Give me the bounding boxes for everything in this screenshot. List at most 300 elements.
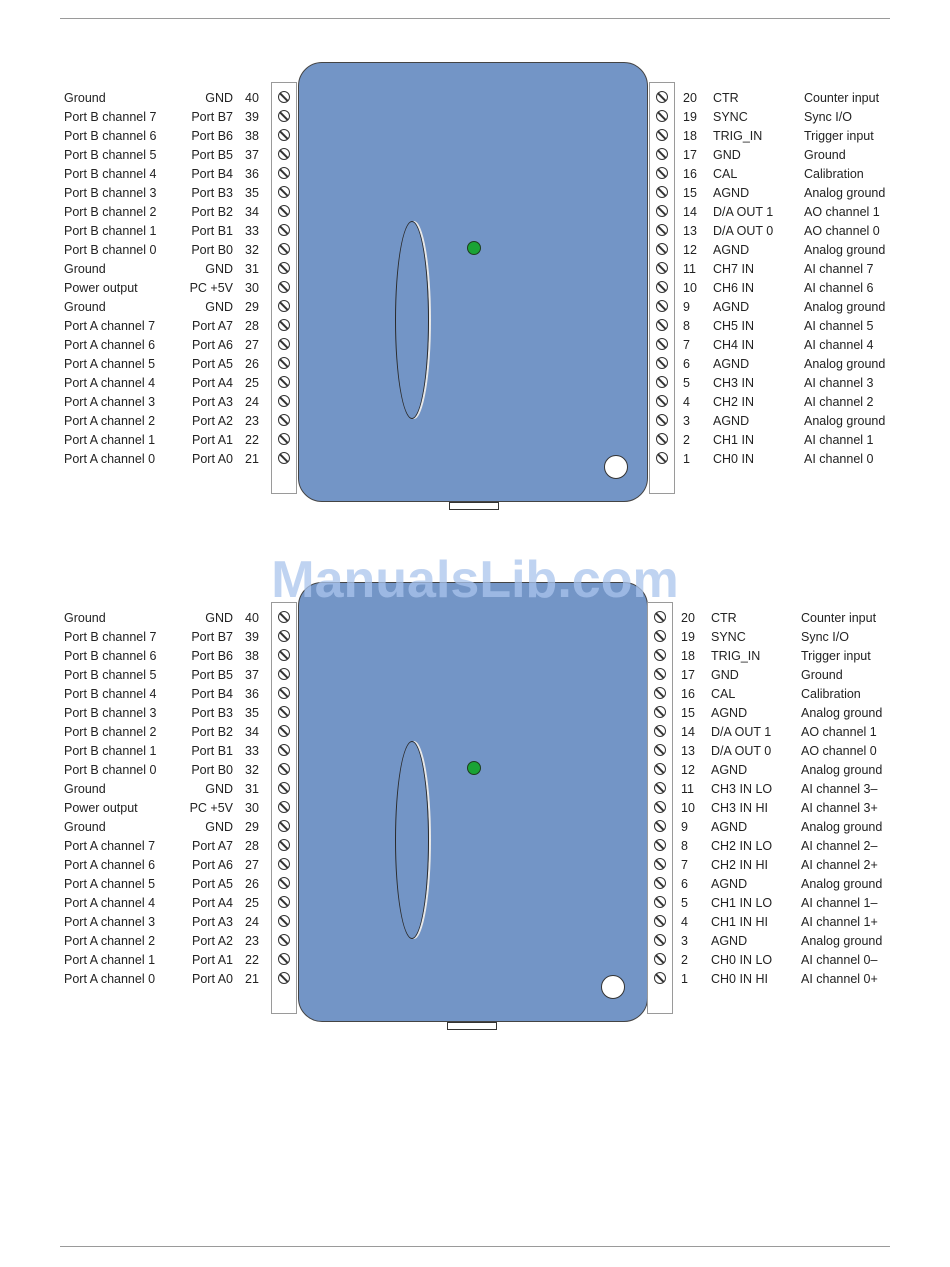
pin-number: 31 (245, 262, 259, 276)
pin-description: AI channel 3 (804, 376, 874, 390)
pin-number: 32 (245, 763, 259, 777)
terminal-screw-icon (278, 148, 290, 160)
terminal-screw-icon (278, 186, 290, 198)
pin-description: AO channel 1 (804, 205, 880, 219)
terminal-screw-icon (278, 858, 290, 870)
pin-number: 37 (245, 668, 259, 682)
terminal-screw-icon (654, 820, 666, 832)
pin-name: TRIG_IN (711, 649, 761, 663)
pin-number: 11 (683, 262, 696, 276)
pin-description: Port A channel 0 (64, 972, 156, 986)
right-pin-descriptions (801, 609, 882, 989)
terminal-screw-icon (654, 953, 666, 965)
pin-number: 13 (681, 744, 695, 758)
pin-name: Port A2 (192, 934, 233, 948)
pin-number: 26 (245, 877, 259, 891)
mounting-hole (604, 455, 628, 479)
pin-description: Port A channel 3 (64, 395, 156, 409)
pin-description: Port B channel 3 (64, 706, 157, 720)
pin-description: Port A channel 6 (64, 338, 156, 352)
pin-name: AGND (711, 877, 748, 891)
pin-number: 26 (245, 357, 259, 371)
pin-name: GND (205, 91, 233, 105)
pin-name: CH5 IN (713, 319, 754, 333)
pin-description: Analog ground (804, 243, 886, 257)
pin-name: Port B0 (191, 763, 233, 777)
pin-description: Power output (64, 801, 138, 815)
terminal-screw-icon (654, 896, 666, 908)
terminal-screw-icon (654, 915, 666, 927)
pin-description: Port A channel 4 (64, 896, 156, 910)
terminal-screw-icon (278, 744, 290, 756)
terminal-screw-icon (278, 801, 290, 813)
pin-name: Port A6 (192, 338, 233, 352)
pin-number: 39 (245, 630, 259, 644)
pin-number: 38 (245, 129, 259, 143)
left-pin-numbers (245, 609, 259, 989)
right-pin-names (711, 609, 772, 989)
status-led (467, 241, 481, 255)
pin-number: 28 (245, 319, 259, 333)
pin-name: CH4 IN (713, 338, 754, 352)
right-terminal-strip (649, 82, 675, 494)
pin-name: Port B3 (191, 706, 233, 720)
status-led (467, 761, 481, 775)
terminal-screw-icon (278, 763, 290, 775)
terminal-screw-icon (278, 395, 290, 407)
pin-name: AGND (713, 414, 750, 428)
pin-description: AO channel 0 (801, 744, 877, 758)
terminal-screw-icon (656, 357, 668, 369)
pin-description: Port A channel 6 (64, 858, 156, 872)
pin-name: AGND (711, 706, 748, 720)
pin-description: AI channel 2+ (801, 858, 878, 872)
pin-description: Port B channel 1 (64, 744, 157, 758)
left-pin-names (170, 609, 233, 989)
pin-number: 12 (681, 763, 695, 777)
pin-description: Port A channel 7 (64, 319, 156, 333)
pin-number: 32 (245, 243, 259, 257)
pin-number: 9 (681, 820, 688, 834)
pin-number: 36 (245, 167, 259, 181)
pin-description: Analog ground (804, 300, 886, 314)
pin-name: Port B4 (191, 167, 233, 181)
terminal-screw-icon (654, 668, 666, 680)
pin-description: Calibration (801, 687, 861, 701)
pin-name: CH0 IN LO (711, 953, 773, 967)
terminal-screw-icon (278, 611, 290, 623)
terminal-screw-icon (278, 649, 290, 661)
terminal-screw-icon (656, 395, 668, 407)
pin-description: Ground (64, 820, 106, 834)
pin-number: 3 (681, 934, 688, 948)
pin-number: 33 (245, 224, 259, 238)
pin-description: Port B channel 2 (64, 725, 157, 739)
pin-name: CH0 IN HI (711, 972, 768, 986)
pin-number: 3 (683, 414, 690, 428)
pin-name: AGND (713, 357, 750, 371)
pin-name: CH7 IN (713, 262, 754, 276)
pin-name: PC +5V (189, 281, 233, 295)
pin-description: Port B channel 1 (64, 224, 157, 238)
pin-number: 40 (245, 611, 259, 625)
pin-description: Port B channel 6 (64, 129, 157, 143)
pin-number: 2 (681, 953, 688, 967)
left-terminal-strip (271, 82, 297, 494)
pin-name: Port A5 (192, 357, 233, 371)
usb-connector-tab (447, 1022, 497, 1030)
pin-number: 35 (245, 186, 259, 200)
terminal-screw-icon (278, 319, 290, 331)
pin-description: AI channel 0+ (801, 972, 878, 986)
pin-number: 6 (681, 877, 688, 891)
pin-description: Analog ground (801, 763, 883, 777)
pin-description: AI channel 1 (804, 433, 874, 447)
pin-description: Port A channel 5 (64, 357, 156, 371)
terminal-screw-icon (654, 630, 666, 642)
pin-number: 36 (245, 687, 259, 701)
pin-name: Port A5 (192, 877, 233, 891)
terminal-screw-icon (654, 763, 666, 775)
pin-description: Port B channel 2 (64, 205, 157, 219)
pin-number: 28 (245, 839, 259, 853)
pin-description: Port B channel 7 (64, 110, 157, 124)
pin-name: Port A7 (192, 839, 233, 853)
pin-description: AI channel 0 (804, 452, 874, 466)
pin-number: 8 (681, 839, 688, 853)
pin-number: 31 (245, 782, 259, 796)
left-pin-descriptions (64, 89, 156, 469)
pin-description: Ground (801, 668, 843, 682)
pin-description: Counter input (804, 91, 880, 105)
pin-name: TRIG_IN (713, 129, 763, 143)
pin-name: Port B2 (191, 205, 233, 219)
pin-name: AGND (711, 934, 748, 948)
pin-name: Port B5 (191, 148, 233, 162)
terminal-screw-icon (656, 167, 668, 179)
pin-description: Port B channel 6 (64, 649, 157, 663)
terminal-screw-icon (654, 934, 666, 946)
right-pin-names (713, 89, 773, 469)
pin-name: CAL (713, 167, 738, 181)
pin-name: AGND (713, 243, 750, 257)
terminal-screw-icon (656, 186, 668, 198)
pin-description: Port A channel 2 (64, 934, 156, 948)
terminal-screw-icon (656, 110, 668, 122)
pin-name: AGND (713, 186, 750, 200)
terminal-screw-icon (656, 300, 668, 312)
terminal-screw-icon (278, 243, 290, 255)
pin-description: Analog ground (804, 357, 886, 371)
pin-description: Analog ground (801, 934, 883, 948)
pin-description: AI channel 2 (804, 395, 874, 409)
pin-name: CH1 IN (713, 433, 754, 447)
terminal-screw-icon (278, 725, 290, 737)
pin-description: Analog ground (801, 706, 883, 720)
pin-name: Port A1 (192, 953, 233, 967)
pin-number: 25 (245, 376, 259, 390)
pin-name: AGND (713, 300, 750, 314)
pin-name: GND (205, 820, 233, 834)
pin-name: CH1 IN LO (711, 896, 773, 910)
pin-number: 21 (245, 452, 259, 466)
pin-number: 9 (683, 300, 690, 314)
pin-name: Port A7 (192, 319, 233, 333)
terminal-screw-icon (656, 148, 668, 160)
pin-name: Port B6 (191, 649, 233, 663)
pin-number: 39 (245, 110, 259, 124)
bottom-rule (60, 1246, 890, 1247)
pin-number: 22 (245, 433, 259, 447)
terminal-screw-icon (278, 281, 290, 293)
pin-number: 15 (681, 706, 695, 720)
terminal-screw-icon (278, 414, 290, 426)
terminal-screw-icon (278, 224, 290, 236)
terminal-screw-icon (278, 167, 290, 179)
terminal-screw-icon (278, 706, 290, 718)
terminal-screw-icon (278, 687, 290, 699)
pin-description: Ground (64, 262, 106, 276)
terminal-screw-icon (278, 433, 290, 445)
terminal-screw-icon (278, 300, 290, 312)
pin-number: 16 (683, 167, 697, 181)
pin-name: Port B1 (191, 744, 233, 758)
pin-name: SYNC (713, 110, 748, 124)
terminal-screw-icon (278, 915, 290, 927)
terminal-screw-icon (656, 129, 668, 141)
pin-name: Port B7 (191, 110, 233, 124)
pin-number: 30 (245, 801, 259, 815)
pin-name: SYNC (711, 630, 746, 644)
pinout-diagram-differential (0, 580, 950, 1040)
pin-description: Port A channel 0 (64, 452, 156, 466)
pin-description: Port B channel 4 (64, 167, 157, 181)
pin-description: Port A channel 2 (64, 414, 156, 428)
terminal-screw-icon (654, 611, 666, 623)
pin-number: 18 (681, 649, 695, 663)
pin-name: CH6 IN (713, 281, 754, 295)
pin-number: 5 (681, 896, 688, 910)
pin-number: 37 (245, 148, 259, 162)
pin-number: 27 (245, 338, 259, 352)
pin-number: 4 (683, 395, 690, 409)
pin-name: AGND (711, 763, 748, 777)
terminal-screw-icon (656, 205, 668, 217)
left-pin-names (170, 89, 233, 469)
terminal-screw-icon (278, 205, 290, 217)
pin-name: AGND (711, 820, 748, 834)
pin-name: Port B4 (191, 687, 233, 701)
pin-name: Port B7 (191, 630, 233, 644)
pin-description: Analog ground (801, 877, 883, 891)
pin-number: 10 (681, 801, 695, 815)
pin-number: 11 (681, 782, 694, 796)
pin-name: CH2 IN (713, 395, 754, 409)
terminal-screw-icon (656, 224, 668, 236)
watermark: ManualsLib.com (271, 551, 679, 609)
pin-number: 1 (683, 452, 690, 466)
pin-description: AI channel 4 (804, 338, 874, 352)
pin-name: CAL (711, 687, 736, 701)
pin-number: 14 (681, 725, 695, 739)
terminal-screw-icon (654, 706, 666, 718)
pin-name: Port A6 (192, 858, 233, 872)
pin-number: 4 (681, 915, 688, 929)
terminal-screw-icon (654, 744, 666, 756)
terminal-screw-icon (654, 782, 666, 794)
pin-description: Calibration (804, 167, 864, 181)
device-slot (395, 221, 429, 419)
pin-number: 34 (245, 205, 259, 219)
pin-name: GND (205, 611, 233, 625)
terminal-screw-icon (656, 433, 668, 445)
terminal-screw-icon (278, 953, 290, 965)
pin-number: 17 (683, 148, 697, 162)
pin-name: D/A OUT 0 (713, 224, 774, 238)
pin-description: AO channel 0 (804, 224, 880, 238)
mounting-hole (601, 975, 625, 999)
pin-name: GND (205, 262, 233, 276)
pin-description: Trigger input (801, 649, 871, 663)
pin-name: GND (711, 668, 739, 682)
pin-name: Port A3 (192, 915, 233, 929)
terminal-screw-icon (278, 262, 290, 274)
pin-name: D/A OUT 1 (713, 205, 774, 219)
terminal-screw-icon (278, 357, 290, 369)
terminal-screw-icon (656, 338, 668, 350)
pin-description: AI channel 5 (804, 319, 874, 333)
pin-number: 8 (683, 319, 690, 333)
pin-description: AI channel 2– (801, 839, 878, 853)
pin-number: 16 (681, 687, 695, 701)
pin-number: 10 (683, 281, 697, 295)
terminal-screw-icon (656, 414, 668, 426)
pin-description: AI channel 3– (801, 782, 878, 796)
terminal-screw-icon (278, 338, 290, 350)
terminal-screw-icon (656, 281, 668, 293)
pin-name: Port A3 (192, 395, 233, 409)
pin-number: 25 (245, 896, 259, 910)
terminal-screw-icon (656, 319, 668, 331)
pin-name: Port B2 (191, 725, 233, 739)
pin-description: Counter input (801, 611, 877, 625)
pin-number: 23 (245, 934, 259, 948)
pin-number: 13 (683, 224, 697, 238)
terminal-screw-icon (278, 877, 290, 889)
pin-description: Analog ground (801, 820, 883, 834)
terminal-screw-icon (654, 725, 666, 737)
device-body (298, 62, 648, 502)
terminal-screw-icon (278, 452, 290, 464)
pin-name: GND (713, 148, 741, 162)
terminal-screw-icon (278, 972, 290, 984)
left-terminal-strip (271, 602, 297, 1014)
pin-name: Port A4 (192, 376, 233, 390)
pin-description: AO channel 1 (801, 725, 877, 739)
pin-number: 35 (245, 706, 259, 720)
pin-number: 38 (245, 649, 259, 663)
pin-name: CH2 IN LO (711, 839, 773, 853)
right-pin-descriptions (804, 89, 885, 469)
pin-name: Port A4 (192, 896, 233, 910)
pin-description: Port B channel 0 (64, 243, 157, 257)
pin-name: PC +5V (189, 801, 233, 815)
pin-name: Port A0 (192, 452, 233, 466)
pin-number: 24 (245, 915, 259, 929)
pin-number: 7 (681, 858, 688, 872)
pin-number: 34 (245, 725, 259, 739)
terminal-screw-icon (656, 376, 668, 388)
usb-connector-tab (449, 502, 499, 510)
pin-number: 40 (245, 91, 259, 105)
pin-description: Port A channel 1 (64, 433, 156, 447)
pin-description: Port B channel 3 (64, 186, 157, 200)
pin-description: Analog ground (804, 186, 886, 200)
pin-name: Port B5 (191, 668, 233, 682)
pin-description: Trigger input (804, 129, 874, 143)
pin-number: 7 (683, 338, 690, 352)
terminal-screw-icon (278, 91, 290, 103)
pin-description: AI channel 0– (801, 953, 878, 967)
pin-number: 5 (683, 376, 690, 390)
pin-description: Port A channel 3 (64, 915, 156, 929)
pin-number: 22 (245, 953, 259, 967)
pin-description: Port A channel 4 (64, 376, 156, 390)
pin-name: D/A OUT 1 (711, 725, 772, 739)
pin-description: Port B channel 4 (64, 687, 157, 701)
pin-description: Ground (804, 148, 846, 162)
pin-number: 21 (245, 972, 259, 986)
pin-number: 18 (683, 129, 697, 143)
pin-description: Ground (64, 782, 106, 796)
pin-name: CH3 IN HI (711, 801, 768, 815)
pin-description: Power output (64, 281, 138, 295)
pin-name: CH2 IN HI (711, 858, 768, 872)
terminal-screw-icon (278, 630, 290, 642)
terminal-screw-icon (656, 243, 668, 255)
pin-name: CTR (713, 91, 739, 105)
pin-number: 33 (245, 744, 259, 758)
pin-number: 29 (245, 300, 259, 314)
terminal-screw-icon (278, 934, 290, 946)
pin-number: 20 (683, 91, 697, 105)
pin-description: Port B channel 0 (64, 763, 157, 777)
top-rule (60, 18, 890, 19)
terminal-screw-icon (278, 668, 290, 680)
left-pin-descriptions (64, 609, 156, 989)
pin-name: CH0 IN (713, 452, 754, 466)
pin-description: Port A channel 5 (64, 877, 156, 891)
terminal-screw-icon (654, 649, 666, 661)
device-body (298, 582, 648, 1022)
terminal-screw-icon (654, 858, 666, 870)
terminal-screw-icon (654, 801, 666, 813)
pin-number: 12 (683, 243, 697, 257)
pin-description: Ground (64, 611, 106, 625)
pin-number: 17 (681, 668, 695, 682)
terminal-screw-icon (278, 896, 290, 908)
pin-description: AI channel 1+ (801, 915, 878, 929)
left-pin-numbers (245, 89, 259, 469)
pin-description: Port A channel 1 (64, 953, 156, 967)
terminal-screw-icon (656, 262, 668, 274)
pin-name: Port A2 (192, 414, 233, 428)
pin-number: 2 (683, 433, 690, 447)
pin-name: Port A0 (192, 972, 233, 986)
pin-number: 6 (683, 357, 690, 371)
pin-description: Sync I/O (804, 110, 852, 124)
pin-number: 19 (683, 110, 697, 124)
